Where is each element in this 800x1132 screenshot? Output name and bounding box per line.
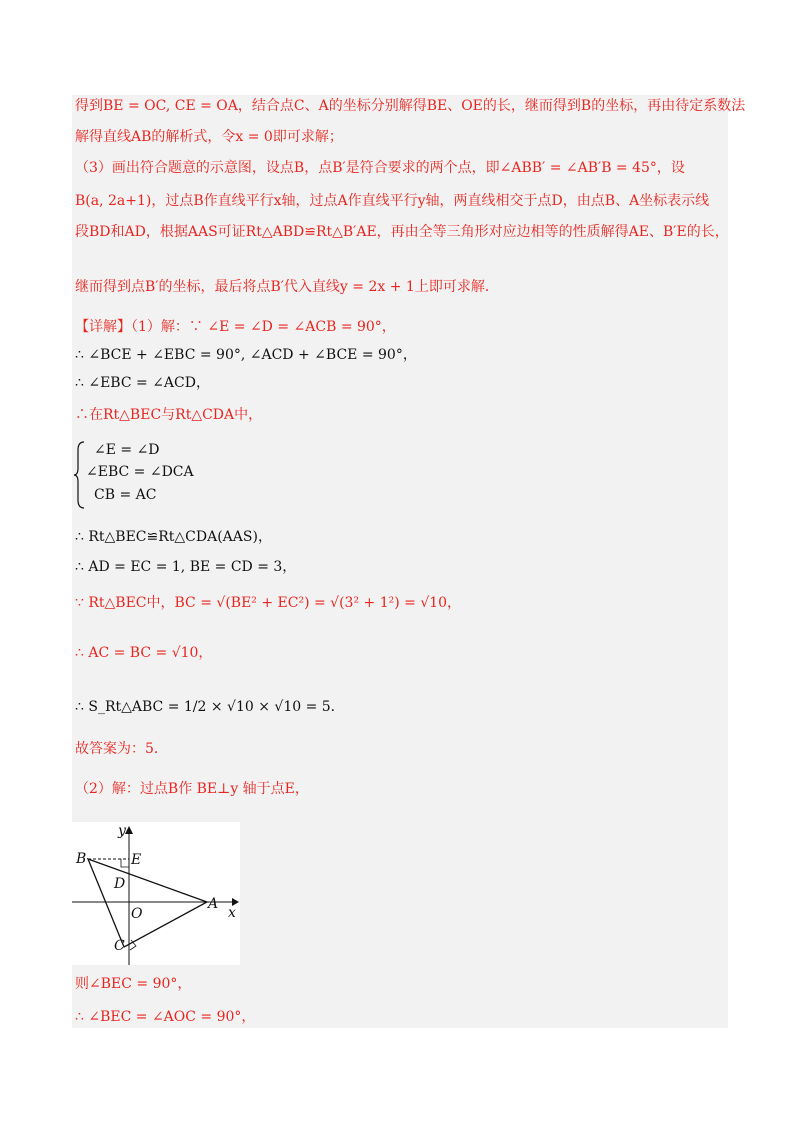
- analysis-line-4: B(a, 2a+1)，过点B作直线平行x轴，过点A作直线平行y轴，两直线相交于点D，由点B、A坐标表示线: [75, 193, 710, 209]
- analysis-line-6: 继而得到点B′的坐标，最后将点B′代入直线y = 2x + 1上即可求解．: [75, 279, 499, 295]
- solution-line-5: ∴ Rt△BEC≌Rt△CDA(AAS)，: [75, 529, 272, 545]
- label-a: A: [208, 896, 219, 912]
- solution-line-10: 则∠BEC = 90°，: [75, 976, 192, 992]
- label-y: y: [118, 823, 126, 839]
- solution-line-2: ∴ ∠BCE + ∠EBC = 90°, ∠ACD + ∠BCE = 90°，: [75, 347, 417, 363]
- label-c: C: [114, 938, 125, 954]
- answer-line: 故答案为：5．: [75, 741, 168, 757]
- label-d: D: [114, 876, 126, 892]
- part2-line: （2）解：过点B作 BE⊥y 轴于点E，: [75, 781, 309, 797]
- label-e: E: [131, 852, 142, 868]
- analysis-line-2: 解得直线AB的解析式，令x = 0即可求解；: [75, 129, 343, 145]
- analysis-line-5: 段BD和AD，根据AAS可证Rt△ABD≌Rt△B′AE，再由全等三角形对应边相等的性质解得AE、B′E的长，: [75, 224, 729, 240]
- solution-line-11: ∴ ∠BEC = ∠AOC = 90°，: [75, 1009, 256, 1025]
- solution-line-3: ∴ ∠EBC = ∠ACD，: [75, 375, 210, 391]
- system-eq-3: CB = AC: [94, 487, 157, 503]
- solution-line-4: ∴在Rt△BEC与Rt△CDA中，: [75, 407, 263, 423]
- equation-system: [74, 440, 194, 510]
- system-eq-1: ∠E = ∠D: [94, 442, 160, 458]
- solution-line-8: ∴ AC = BC = √10，: [75, 645, 213, 661]
- label-o: O: [131, 906, 143, 922]
- solution-line-7: ∵ Rt△BEC中，BC = √(BE² + EC²) = √(3² + 1²) = √10，: [75, 595, 462, 611]
- label-b: B: [76, 851, 87, 867]
- analysis-line-3: （3）画出符合题意的示意图，设点B，点B′是符合要求的两个点，即∠ABB′ = ∠AB′B = 45°，设: [75, 160, 685, 176]
- right-angle-e: [121, 859, 129, 867]
- geometry-figure: [72, 822, 240, 965]
- y-axis-arrow-icon: [125, 826, 133, 834]
- triangle-abc: [88, 859, 207, 947]
- solution-line-6: ∴ AD = EC = 1, BE = CD = 3，: [75, 559, 297, 575]
- analysis-line-1: 得到BE = OC, CE = OA，结合点C、A的坐标分别解得BE、OE的长，继而得到B的坐标，再由待定系数法: [75, 98, 746, 114]
- system-eq-2: ∠EBC = ∠DCA: [86, 464, 194, 480]
- solution-line-1: 【详解】（1）解：∵ ∠E = ∠D = ∠ACB = 90°，: [75, 319, 396, 335]
- brace-icon: [74, 440, 86, 510]
- label-x: x: [228, 905, 236, 921]
- solution-line-9: ∴ S_Rt△ABC = 1/2 × √10 × √10 = 5．: [75, 699, 345, 715]
